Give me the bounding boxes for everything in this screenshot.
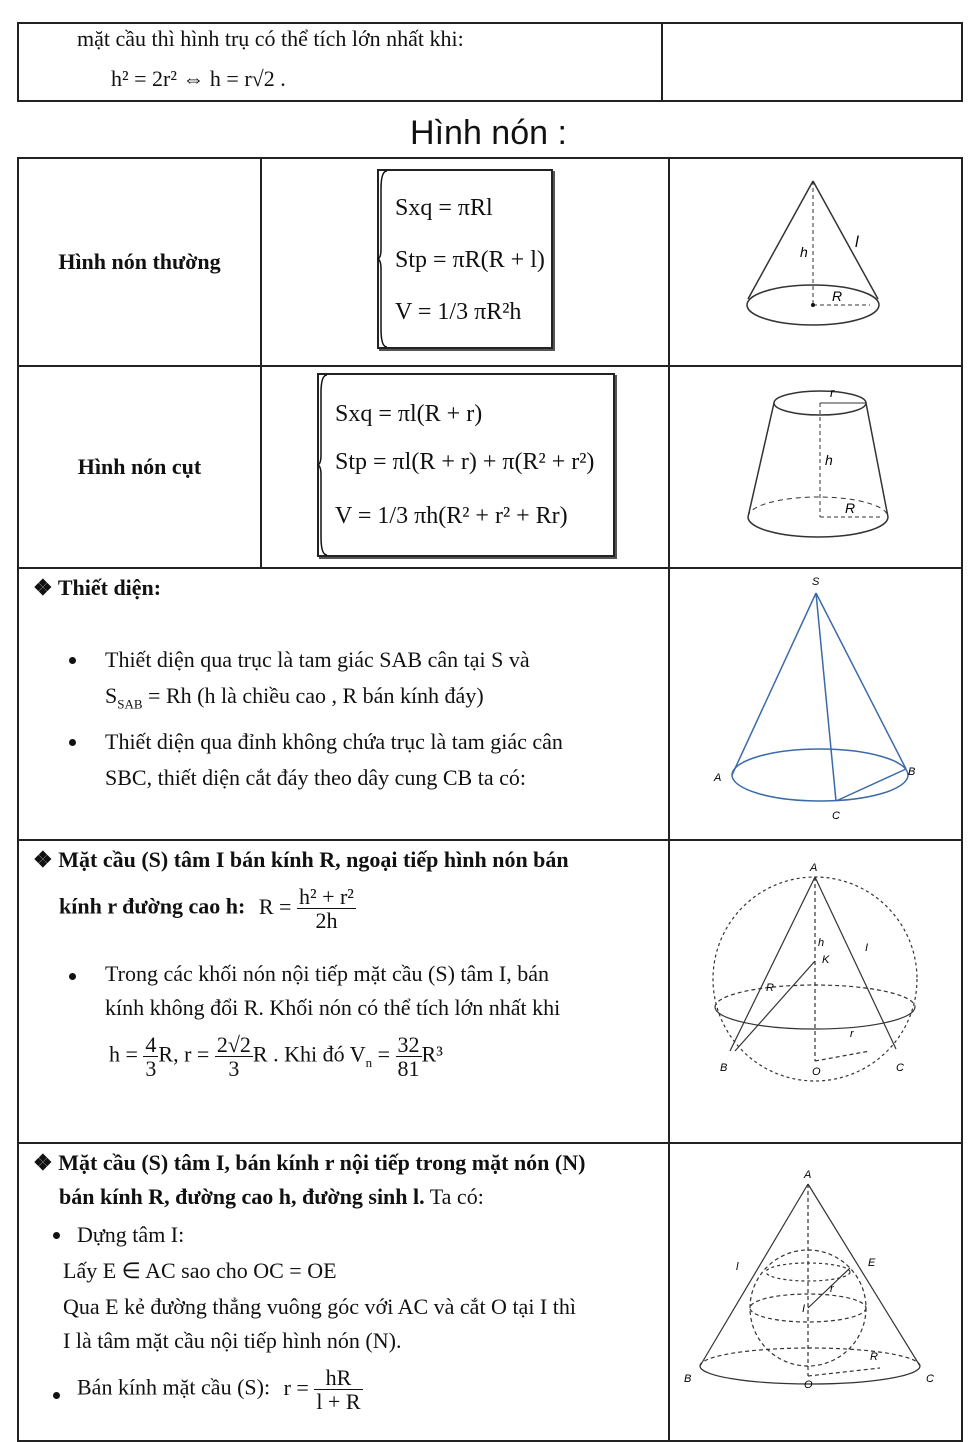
label-l: l	[736, 1261, 739, 1273]
volume-formula: V = 1/3 πR²h	[395, 299, 522, 325]
inscribed-l3: I là tâm mặt cầu nội tiếp hình nón (N).	[63, 1328, 402, 1353]
bullet-icon	[53, 1232, 60, 1239]
circumscribed-b1-line2: kính không đổi R. Khối nón có thể tích lớn nhất khi	[105, 995, 561, 1020]
brace-icon	[317, 373, 331, 557]
label-S: S	[812, 576, 820, 588]
inscribed-title1: ❖ Mặt cầu (S) tâm I, bán kính r nội tiếp trong mặt nón (N)	[33, 1150, 586, 1175]
inscribed-figure	[670, 1144, 961, 1434]
stp-formula: Stp = πR(R + l)	[395, 247, 545, 273]
label-O: O	[812, 1066, 821, 1078]
fraction: $\frac{\text{h² + r²}}{2h}$	[298, 884, 354, 934]
circumscribed-figure	[670, 841, 961, 1136]
label-A: A	[714, 772, 722, 784]
inscribed-title2: bán kính R, đường cao h, đường sinh l. Ta có:	[59, 1184, 484, 1209]
cone-figure	[670, 159, 961, 359]
label-C: C	[832, 810, 840, 822]
regular-cone-figure-cell	[669, 158, 962, 366]
label-r: r	[830, 385, 835, 400]
top-formula: h² = 2r² ⇔ h = r√2 .	[111, 66, 286, 91]
circumscribed-title1: ❖ Mặt cầu (S) tâm I bán kính R, ngoại tiếp hình nón bán	[33, 847, 569, 872]
bullet-icon	[69, 739, 76, 746]
circumscribed-text-cell	[18, 840, 669, 1143]
bullet-icon	[69, 973, 76, 980]
cone-table	[17, 157, 963, 1442]
label-B: B	[684, 1373, 692, 1385]
frustum-label: Hình nón cụt	[18, 366, 261, 568]
circumscribed-b1-line1: Trong các khối nón nội tiếp mặt cầu (S) tâm I, bán	[105, 961, 549, 986]
label-A: A	[810, 862, 818, 874]
top-line: mặt cầu thì hình trụ có thể tích lớn nhất khi:	[77, 26, 464, 51]
inscribed-b2-line: Bán kính mặt cầu (S): r = $\frac{hR}{l + R}$	[77, 1365, 361, 1415]
label-I: I	[802, 1303, 806, 1315]
top-table	[17, 22, 963, 102]
sxq-formula: Sxq = πl(R + r)	[335, 401, 483, 427]
label-R: R	[870, 1351, 878, 1363]
label-O: O	[804, 1379, 813, 1391]
volume-formula: V = 1/3 πh(R² + r² + Rr)	[335, 503, 568, 529]
circumscribed-result-line: h = $\frac{4}{3}$ R, r = $\frac{2√2}{3}$ R . Khi đó $V_n$ = $\frac{32}{81}$ R³	[109, 1032, 443, 1082]
label-r: r	[830, 1283, 834, 1295]
section-b1-line1: Thiết diện qua trục là tam giác SAB cân tại S và	[105, 647, 530, 672]
label-E: E	[868, 1257, 876, 1269]
label-l: l	[855, 234, 859, 251]
label-R: R	[766, 982, 774, 994]
section-figure-cell	[669, 568, 962, 840]
top-text-cell	[18, 23, 662, 101]
section-heading: Hình nón :	[410, 114, 567, 152]
frustum-figure-cell	[669, 366, 962, 568]
formula-box	[377, 169, 553, 349]
section-b1-line2: $S_{SAB} = Rh$ (h là chiều cao , R bán kính đáy)	[105, 683, 484, 712]
brace-icon	[377, 169, 391, 349]
formula-box	[317, 373, 615, 557]
inscribed-l2: Qua E kẻ đường thẳng vuông góc với AC và cắt O tại I thì	[63, 1294, 576, 1319]
label-A: A	[804, 1169, 812, 1181]
section-figure	[670, 569, 961, 833]
frustum-formulas	[261, 366, 669, 568]
label-h: h	[825, 452, 833, 468]
circumscribed-figure-cell	[669, 840, 962, 1143]
label-h: h	[818, 937, 825, 949]
section-b2-line2: SBC, thiết diện cắt đáy theo dây cung CB ta có:	[105, 765, 526, 790]
label-r: r	[850, 1028, 854, 1040]
label-K: K	[822, 954, 830, 966]
frustum-figure	[670, 367, 961, 561]
sxq-formula: Sxq = πRl	[395, 195, 493, 221]
label-B: B	[720, 1062, 728, 1074]
top-empty-cell	[662, 23, 962, 101]
section-b2-line1: Thiết diện qua đỉnh không chứa trục là tam giác cân	[105, 729, 563, 754]
bullet-icon	[69, 657, 76, 664]
label-R: R	[845, 500, 856, 516]
section-title: ❖ Thiết diện:	[33, 575, 162, 600]
label-I: I	[865, 942, 869, 954]
inscribed-b1: Dựng tâm I:	[77, 1222, 185, 1247]
stp-formula: Stp = πl(R + r) + π(R² + r²)	[335, 449, 595, 475]
inscribed-text-cell	[18, 1143, 669, 1441]
label-B: B	[908, 766, 916, 778]
label-C: C	[896, 1062, 904, 1074]
diamond-icon: ❖	[33, 575, 58, 600]
regular-cone-label: Hình nón thường	[18, 158, 261, 366]
diamond-icon: ❖	[33, 847, 59, 872]
label-h: h	[800, 244, 808, 260]
label-R: R	[832, 288, 843, 304]
bullet-icon	[53, 1392, 60, 1399]
circumscribed-title2-line: kính r đường cao h: R = $\frac{\text{h² + r²}}{2h}$	[59, 884, 354, 934]
diamond-icon: ❖	[33, 1150, 59, 1175]
label-C: C	[926, 1373, 934, 1385]
inscribed-l1: Lấy E ∈ AC sao cho OC = OE	[63, 1258, 337, 1283]
regular-cone-formulas	[261, 158, 669, 366]
section-text-cell	[18, 568, 669, 840]
inscribed-figure-cell	[669, 1143, 962, 1441]
